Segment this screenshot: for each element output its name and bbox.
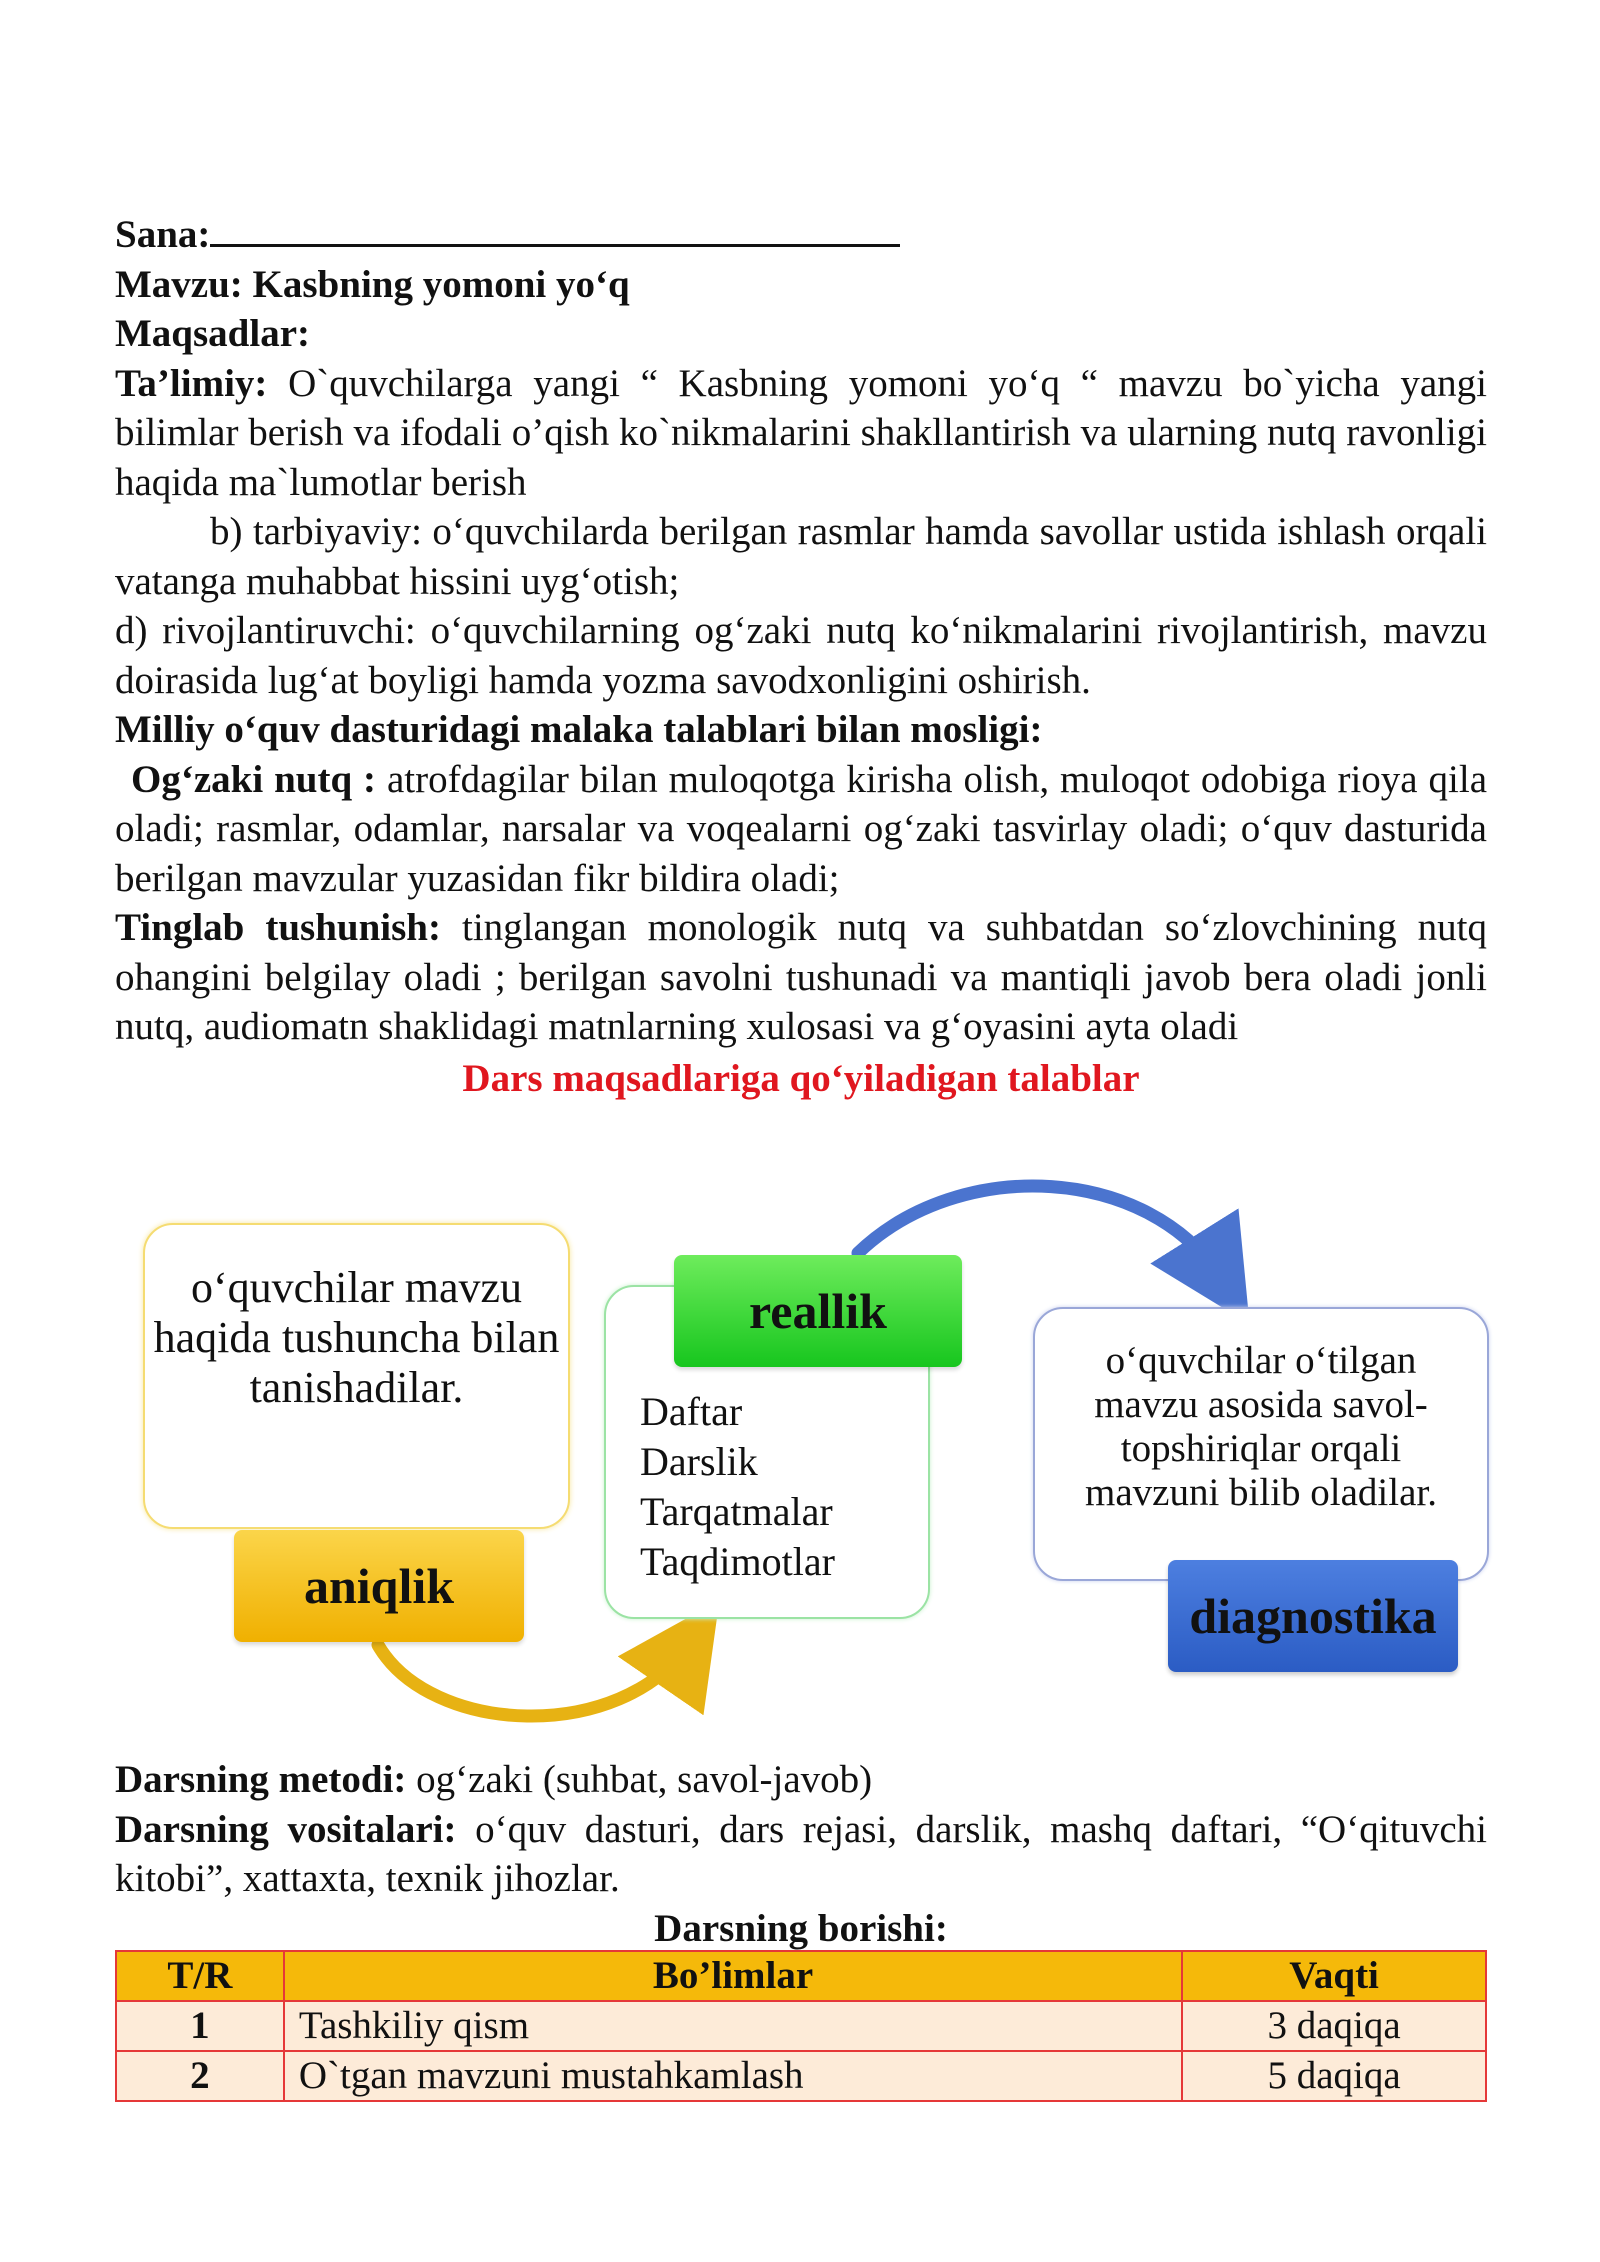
- table-row: [116, 2001, 1486, 2051]
- method-label: Darsning metodi:: [115, 1758, 407, 1801]
- tools-line: [115, 1805, 1487, 1904]
- standards-heading: Milliy o‘quv dasturidagi malaka talablari bilan mosligi:: [115, 708, 1043, 751]
- reality-item: Taqdimotlar: [640, 1539, 835, 1584]
- table-cell: 2: [116, 2051, 284, 2101]
- educational-text: O`quvchilarga yangi “ Kasbning yomoni yo‘q “ mavzu bo`yicha yangi bilimlar berish va ifodali o’qish ko`nikmalarini shakllantirish va ularning nutq ravonligi haqida ma`lumotlar berish: [115, 361, 1488, 504]
- goal-developing: d) rivojlantiruvchi: o‘quvchilarning og‘zaki nutq ko‘nikmalarini rivojlantirish, mavzu doirasida lug‘at boyligi hamda yozma savodxonligini oshirish.: [115, 609, 1487, 702]
- reality-item: Darslik: [640, 1439, 758, 1484]
- listening-text: tinglangan monologik nutq va suhbatdan so‘zlovchining nutq ohangini belgilay oladi ; berilgan savolni tushunadi va mantiqli javob bera oladi jonli nutq, audiomatn shaklidagi matnlarning xulosasi va g‘oyasini ayta oladi: [115, 906, 1487, 1048]
- goals-heading: Maqsadlar:: [115, 312, 310, 355]
- diagnostics-box-text: o‘quvchilar o‘tilgan mavzu asosida savol-topshiriqlar orqali mavzuni bilib oladilar.: [1084, 1339, 1437, 1514]
- method-line: [115, 1755, 1487, 1805]
- educational-label: Ta’limiy:: [115, 361, 268, 405]
- method-text: og‘zaki (suhbat, savol-javob): [416, 1758, 873, 1801]
- tools-label: Darsning vositalari:: [115, 1807, 457, 1851]
- oral-text: atrofdagilar bilan muloqotga kirisha olish, muloqot odobiga rioya qila oladi; rasmlar, odamlar, narsalar va voqealarni og‘zaki tasvirlay oladi; o‘quv dasturida berilgan mavzular yuzasidan fikr bildira oladi;: [115, 757, 1488, 900]
- reality-tag: reallik: [674, 1255, 962, 1367]
- goal-educational: [115, 359, 1487, 508]
- oral-label: Og‘zaki nutq :: [131, 757, 377, 801]
- table-cell: Tashkiliy qism: [284, 2001, 1182, 2051]
- accuracy-box: [143, 1223, 570, 1529]
- reality-item: Tarqatmalar: [640, 1489, 833, 1534]
- table-row: [116, 2051, 1486, 2101]
- goal-upbringing: b) tarbiyaviy: o‘quvchilarda berilgan rasmlar hamda savollar ustida ishlash orqali vatanga muhabbat hissini uyg‘otish;: [115, 510, 1487, 603]
- document-body: [115, 210, 1487, 1142]
- standard-oral: [115, 755, 1487, 904]
- table-header-row: [116, 1951, 1486, 2001]
- diagram-title: Dars maqsadlariga qo‘yiladigan talablar: [462, 1056, 1140, 1100]
- accuracy-box-text: o‘quvchilar mavzu haqida tushuncha bilan tanishadilar.: [153, 1263, 560, 1412]
- reality-item: Daftar: [640, 1389, 743, 1434]
- topic-line: Mavzu: Kasbning yomoni yo‘q: [115, 262, 630, 306]
- date-line: [115, 210, 1487, 260]
- table-cell: 1: [116, 2001, 284, 2051]
- table-header-cell: T/R: [116, 1951, 284, 2001]
- listening-label: Tinglab tushunish:: [115, 906, 441, 949]
- diagnostics-box: [1033, 1307, 1489, 1581]
- table-cell: 3 daqiqa: [1182, 2001, 1486, 2051]
- table-cell: 5 daqiqa: [1182, 2051, 1486, 2101]
- table-cell: O`tgan mavzuni mustahkamlash: [284, 2051, 1182, 2101]
- table-header-cell: Vaqti: [1182, 1951, 1486, 2001]
- lesson-plan-table: [115, 1950, 1487, 2102]
- requirements-diagram: [0, 1175, 1600, 1755]
- accuracy-tag: aniqlik: [234, 1530, 524, 1642]
- standard-listening: [115, 903, 1487, 1052]
- table-header-cell: Bo’limlar: [284, 1951, 1182, 2001]
- tools-text: o‘quv dasturi, dars rejasi, darslik, mashq daftari, “O‘qituvchi kitobi”, xattaxta, texnik jihozlar.: [115, 1807, 1488, 1900]
- date-blank: [210, 214, 900, 247]
- lesson-details: [115, 1755, 1487, 1953]
- gold-arrow-icon: [378, 1643, 690, 1716]
- progress-heading: Darsning borishi:: [654, 1906, 948, 1950]
- diagnostics-tag: diagnostika: [1168, 1560, 1458, 1672]
- date-label: Sana:: [115, 213, 211, 256]
